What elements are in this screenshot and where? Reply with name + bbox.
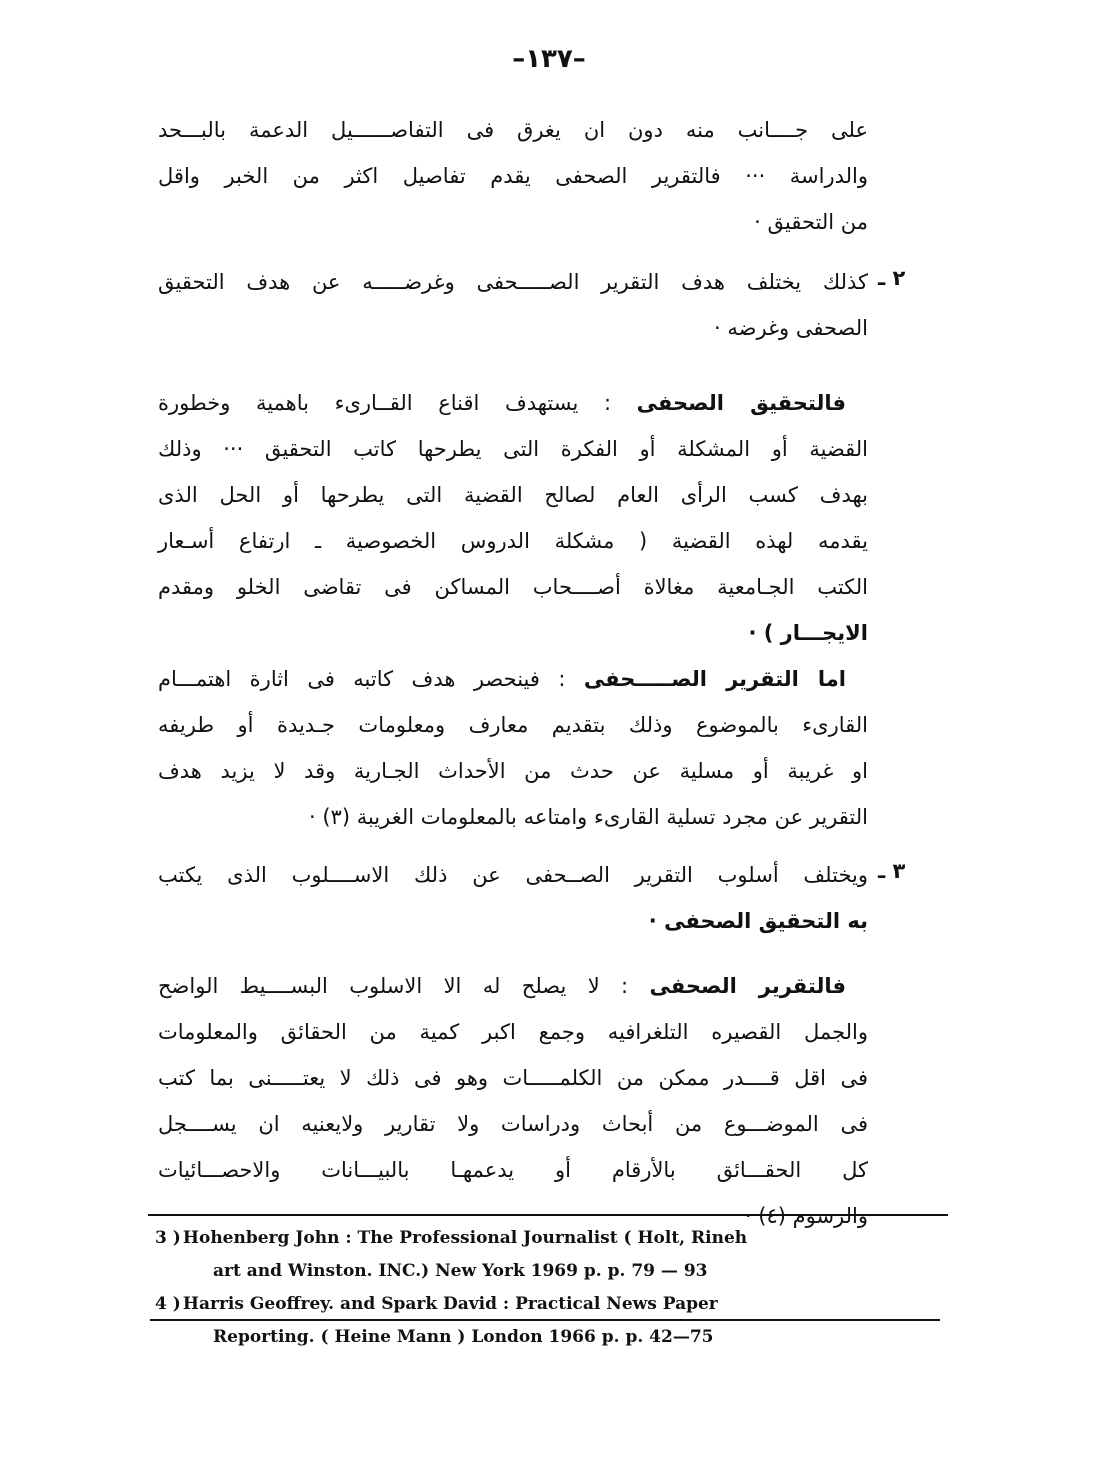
text-line: كذلك يختلف هدف التقرير الصـــــحفى وغرضـــــه عن هدف التحقيق (158, 270, 868, 294)
text-line: كل الحقـــائق بالأرقام أو يدعمهـا بالبيـــانات والاحصـــائيات (158, 1158, 868, 1182)
point-3-paragraph (158, 852, 868, 944)
text-line: فى الموضـــوع من أبحاث ودراسات ولا تقارير ولايعنيه ان يســــجل (158, 1112, 868, 1136)
text-line: بهدف كسب الرأى العام لصالح القضية التى يطرحها أو الحل الذى (158, 483, 868, 507)
page-number: –١٣٧– (512, 44, 586, 74)
text-line: والدراسة ··· فالتقرير الصحفى يقدم تفاصيل اكثر من الخبر واقل (158, 164, 868, 188)
text-line: او غريبة أو مسلية عن حدث من الأحداث الجـارية وقد لا يزيد هدف (158, 759, 868, 783)
footnote-4 (155, 1288, 945, 1321)
text-line: والرسوم (٤) · (744, 1204, 868, 1228)
footnote-mark: 4 ) (155, 1294, 181, 1314)
footnote-text: Hohenberg John : The Professional Journalist ( Holt, Rineh (182, 1228, 748, 1248)
point-number-2: ٢ ـ (878, 266, 906, 290)
text-line: من التحقيق · (754, 210, 868, 234)
text-line: على جــــانب منه دون ان يغرق فى التفاصــــــيل الدعمة بالبـــحد (158, 118, 868, 142)
footnote-3 (155, 1222, 945, 1255)
text-line: والجمل القصيره التلغرافيه وجمع اكبر كمية من الحقائق والمعلومات (158, 1020, 868, 1044)
footnote-separator (148, 1214, 948, 1216)
footnote-mark: 3 ) (155, 1228, 181, 1248)
report-paragraph (158, 656, 868, 840)
text-line: القضية أو المشكلة أو الفكرة التى يطرحها كاتب التحقيق ··· وذلك (158, 437, 868, 461)
investigation-paragraph (158, 380, 868, 656)
footnote-text: Harris Geoffrey. and Spark David : Practical News Paper (182, 1294, 718, 1314)
point-number-3: ٣ ـ (878, 859, 906, 883)
paragraph-lead: فالتقرير الصحفى (649, 974, 846, 998)
text-run: : لا يصلح له الا الاسلوب البســــيط الواضح (158, 974, 629, 998)
footnote-4-continued: Reporting. ( Heine Mann ) London 1966 p. p. 42—75 (213, 1327, 714, 1347)
text-line: الكتب الجـامعية مغالاة أصــــحاب المساكن فى تقاضى الخلو ومقدم (158, 575, 868, 599)
paragraph-lead: فالتحقيق الصحفى (636, 391, 846, 415)
text-line: به التحقيق الصحفى · (648, 909, 868, 933)
point-2-paragraph (158, 259, 868, 351)
text-line: يقدمه لهذه القضية ( مشكلة الدروس الخصوصية ـ ارتفاع أسـعار (158, 529, 868, 553)
footnotes (155, 1222, 945, 1354)
text-run: : يستهدف اقناع القــارىء باهمية وخطورة (158, 391, 612, 415)
text-line: ويختلف أسلوب التقرير الصــحفى عن ذلك الاســــلوب الذى يكتب (158, 863, 868, 887)
text-line (158, 380, 868, 426)
intro-paragraph (158, 107, 868, 245)
report-style-paragraph (158, 963, 868, 1239)
text-line: التقرير عن مجرد تسلية القارىء وامتاعه بالمعلومات الغريبة (٣) · (309, 805, 868, 829)
text-line: القارىء بالموضوع وذلك بتقديم معارف ومعلومات جـديدة أو طريفه (158, 713, 868, 737)
text-line (158, 963, 868, 1009)
text-line: الصحفى وغرضه · (714, 316, 868, 340)
text-run: : فينحصر هدف كاتبه فى اثارة اهتمـــام (158, 667, 566, 691)
paragraph-lead: اما التقرير الصـــــحفى (583, 667, 846, 691)
text-line (158, 656, 868, 702)
footnote-underline (150, 1319, 940, 1321)
text-line: الايجـــار ) · (748, 621, 868, 645)
text-line: فى اقل قــــدر ممكن من الكلمـــــات وهو فى ذلك لا يعتـــــنى بما كتب (158, 1066, 868, 1090)
footnote-3-continued: art and Winston. INC.) New York 1969 p. p. 79 — 93 (213, 1261, 708, 1281)
